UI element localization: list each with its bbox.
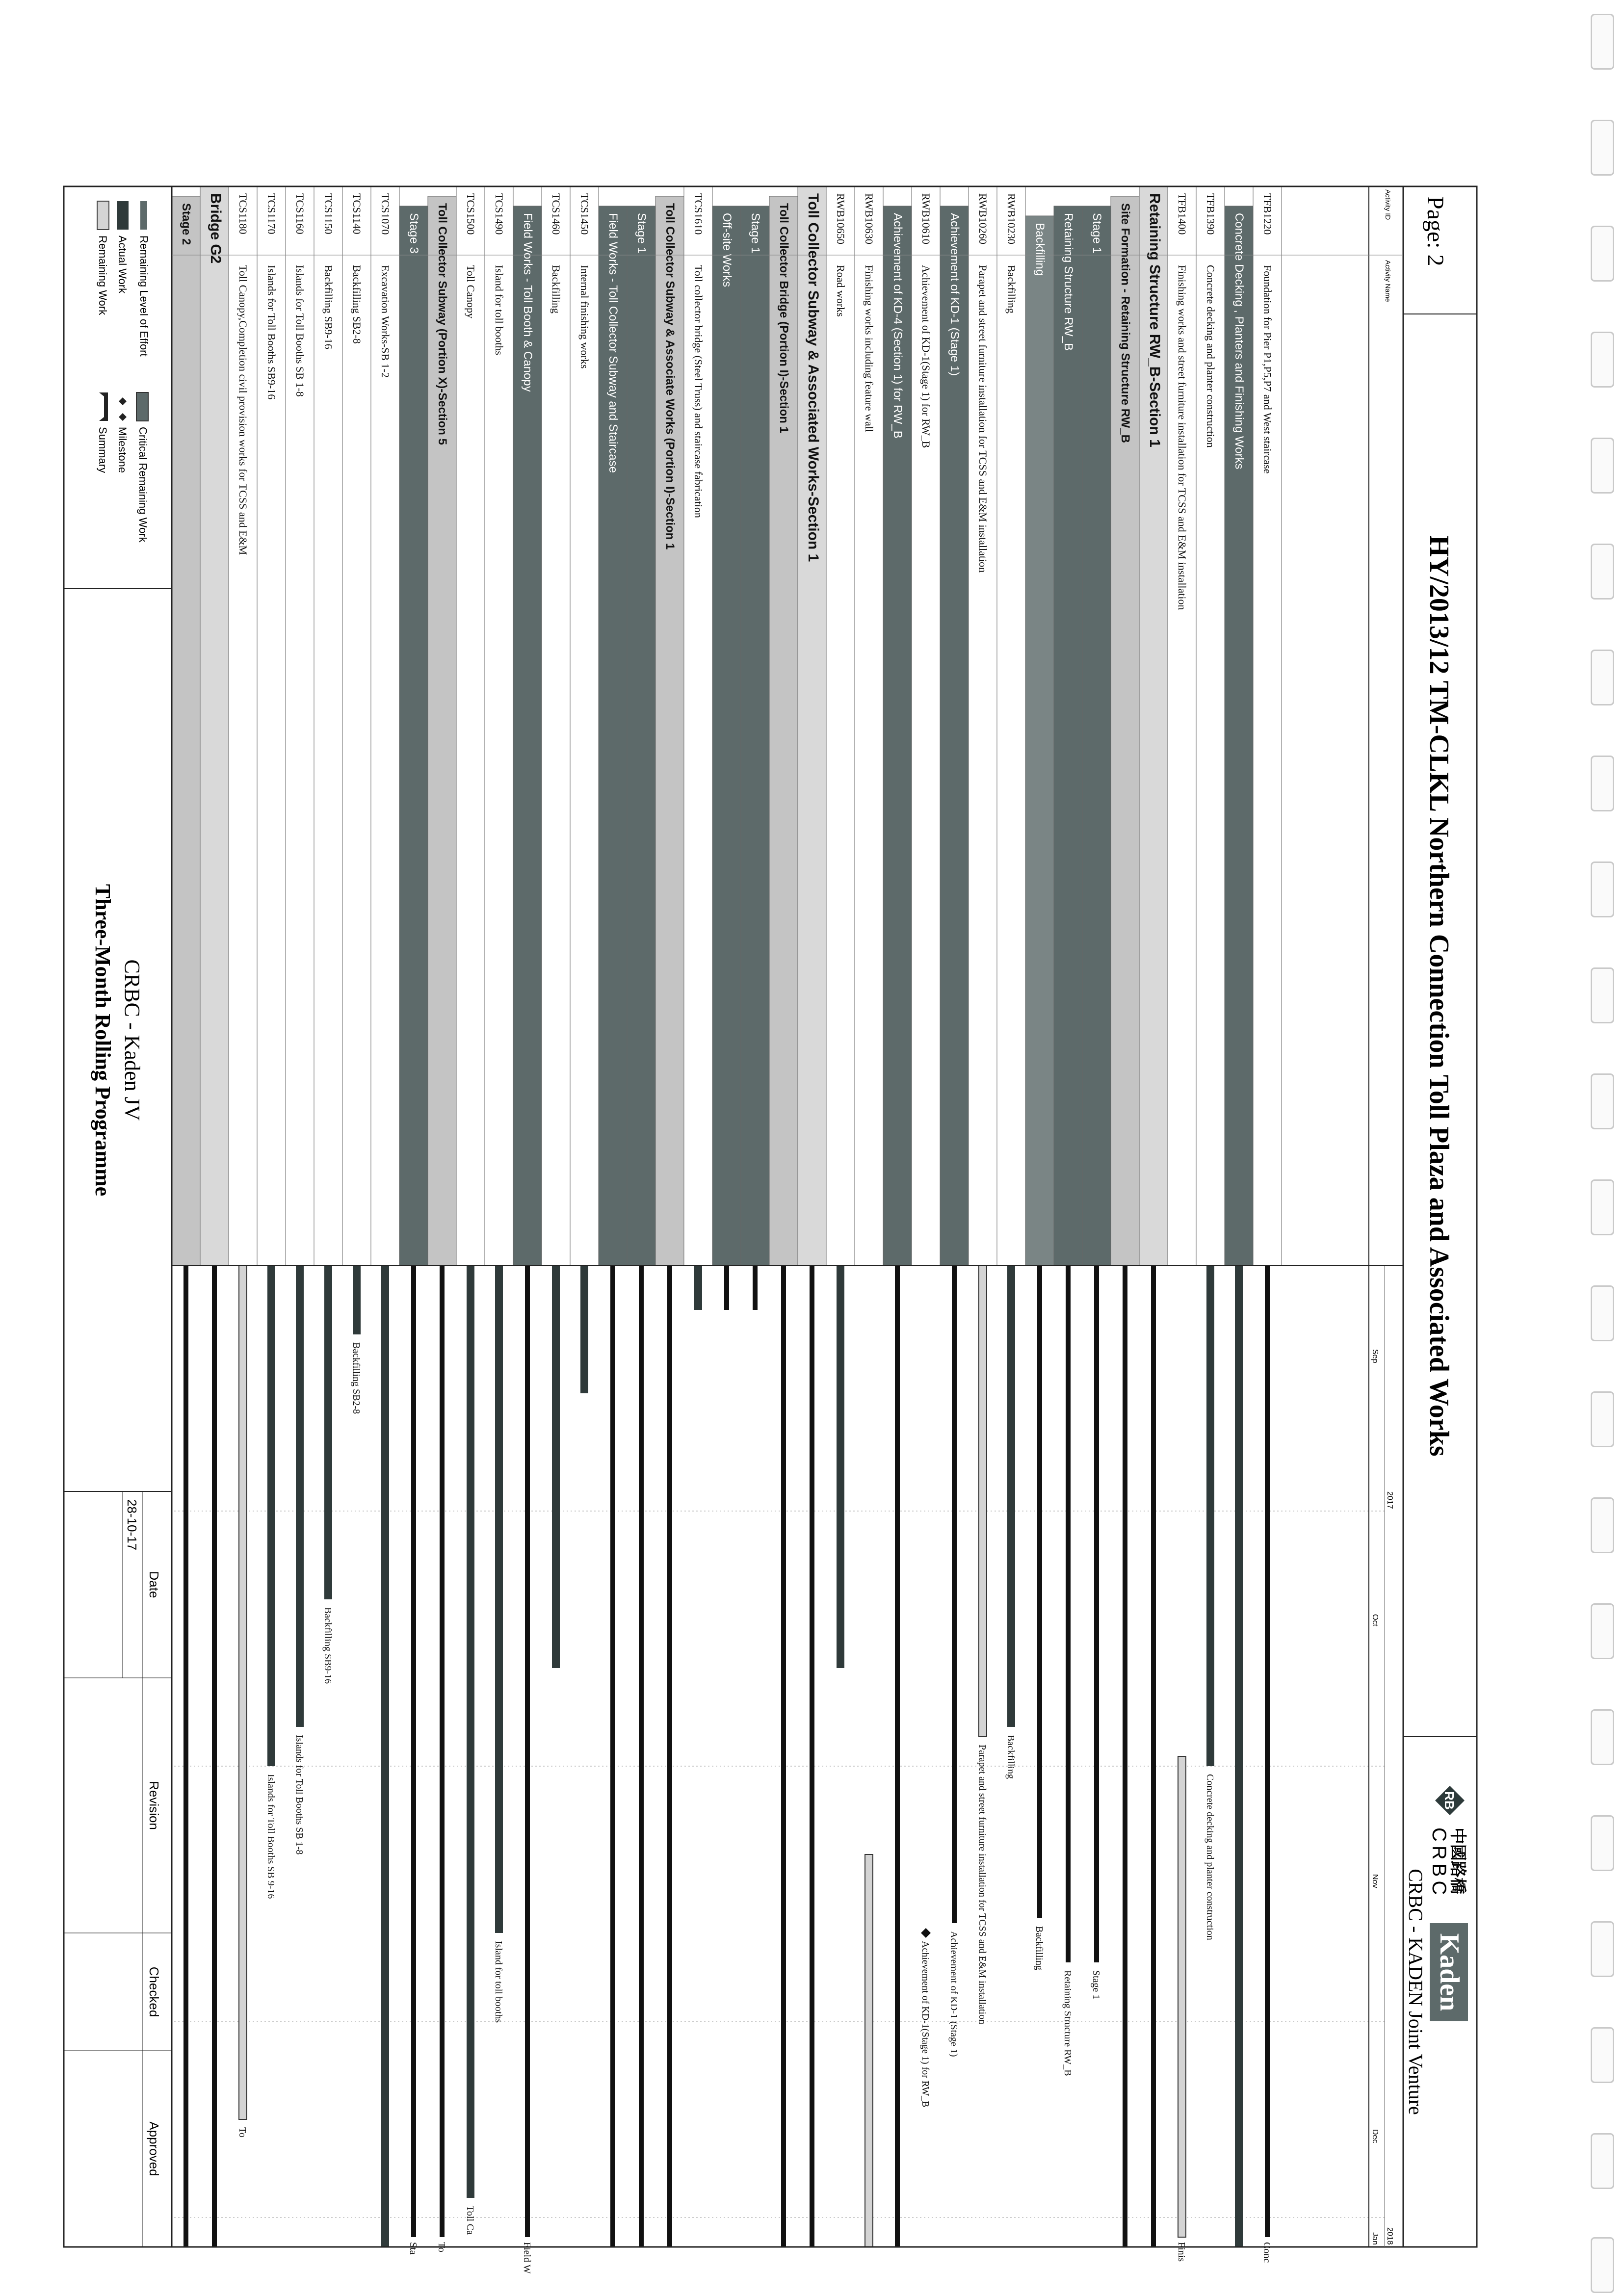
activity-id: TCS1160 — [294, 193, 307, 235]
activity-id: TFB1400 — [1176, 193, 1189, 235]
rb-logo-text: RB — [1442, 1791, 1457, 1810]
activity-id: RWB10260 — [977, 193, 990, 244]
footer-col-checked: Checked — [147, 1966, 161, 2017]
activity-name: Island for toll booths — [493, 265, 506, 355]
gantt-bar — [322, 1266, 333, 1684]
gantt-bar — [895, 1266, 900, 2247]
activity-id: TCS1070 — [379, 193, 392, 235]
gantt-bar — [351, 1266, 362, 1414]
table-row — [200, 186, 229, 1266]
legend-actual-work: Actual Work — [116, 235, 129, 294]
activity-name: Achievement of KD-4 (Section 1) for RW_B — [891, 213, 905, 439]
gantt-bar — [1034, 1266, 1045, 1970]
company-name-cn: 中國路橋 — [1448, 1827, 1467, 1894]
bar-label: Achievement of KD-1(Stage 1) for RW_B — [920, 1941, 931, 2108]
footer-date-value: 28-10-17 — [125, 1499, 139, 1551]
table-row — [428, 196, 456, 1266]
kaden-logo-text: Kaden — [1434, 1933, 1465, 2011]
gantt-bar — [1235, 1266, 1243, 2247]
activity-name: Finishing works including feature wall — [863, 265, 876, 432]
gantt-bar — [1176, 1756, 1187, 2262]
activity-name: Toll Canopy — [465, 265, 477, 319]
footer-jv: CRBC - Kaden JV — [120, 959, 144, 1121]
activity-id: RWB10650 — [835, 193, 847, 244]
bar-label: Concrete decking and planter construction — [1205, 1774, 1215, 1940]
table-row — [1168, 186, 1196, 1266]
year-2018: 2018 — [1386, 2227, 1394, 2245]
activity-name: Off-site Works — [720, 213, 734, 287]
gantt-bar — [1205, 1266, 1215, 1940]
bar-label: Field W — [522, 2242, 532, 2274]
gantt-bar — [865, 1854, 873, 2247]
activity-id: TCS1450 — [578, 193, 591, 235]
gantt-bar — [381, 1266, 389, 2247]
gantt-bar — [667, 1266, 672, 2247]
table-row — [1225, 206, 1253, 1266]
month-jan: Jan — [1371, 2232, 1379, 2245]
table-row — [485, 186, 513, 1266]
gantt-bar — [1091, 1266, 1101, 1999]
activity-id: TCS1610 — [692, 193, 705, 235]
bar-label: Retaining Structure RW_B — [1062, 1970, 1073, 2076]
table-row — [172, 196, 200, 1266]
table-row — [655, 196, 684, 1266]
gantt-bar — [183, 1266, 188, 2247]
bar-label: Conc — [1261, 2242, 1272, 2263]
activity-name: Backfilling — [550, 265, 563, 313]
gantt-bar — [212, 1266, 217, 2247]
legend-summary: Summary — [97, 427, 109, 473]
bar-label: Island for toll booths — [493, 1941, 504, 2023]
activity-id: TCS1140 — [351, 193, 364, 235]
table-row — [1082, 206, 1111, 1266]
footer-col-date: Date — [147, 1571, 161, 1598]
activity-id: TCS1490 — [493, 193, 506, 235]
activity-name: Achievement of KD-1 (Stage 1) — [948, 213, 962, 376]
activity-name: Toll Collector Subway (Portion X)-Section 5 — [436, 203, 449, 445]
activity-name: Backfilling — [1005, 265, 1018, 313]
activity-name: Parapet and street furniture installation for TCSS and E&M installation — [977, 265, 990, 573]
activity-name: Backfilling SB9-16 — [322, 265, 335, 349]
summary-icon — [99, 392, 108, 421]
activity-id: TCS1500 — [465, 193, 477, 235]
gantt-bar — [237, 1266, 248, 2138]
month-sep: Sep — [1371, 1349, 1379, 1363]
legend-remaining-effort: Remaining Level of Effort — [138, 235, 150, 357]
bar-label: To — [436, 2242, 447, 2252]
gantt-bar — [781, 1266, 786, 2247]
bar-label: Parapet and street furniture installation for TCSS and E&M installation — [977, 1745, 988, 2025]
gantt-bar — [1062, 1266, 1073, 2076]
activity-name: Field Works - Toll Collector Subway and Staircase — [606, 213, 620, 473]
gantt-bar — [493, 1266, 504, 2023]
gantt-bar — [265, 1266, 276, 1899]
gantt-bar — [1123, 1266, 1127, 2247]
legend-swatch-actual — [117, 201, 129, 230]
project-title: HY/2013/12 TM-CLKL Northern Connection Toll Plaza and Associated Works — [1424, 535, 1454, 1457]
activity-id: RWB10230 — [1005, 193, 1018, 244]
milestone-icon — [119, 397, 127, 405]
activity-id: TCS1460 — [550, 193, 563, 235]
bar-label: Stage 1 — [1091, 1970, 1101, 2000]
table-row — [513, 206, 542, 1266]
month-oct: Oct — [1371, 1614, 1379, 1626]
bar-label: Islands for Toll Booths SB 9-16 — [265, 1774, 276, 1899]
footer-col-approved: Approved — [147, 2121, 161, 2176]
table-row — [286, 186, 314, 1266]
table-row — [1139, 186, 1168, 1266]
month-dec: Dec — [1371, 2129, 1379, 2143]
activity-id: TCS1180 — [237, 193, 250, 235]
bar-label: Backfilling — [1005, 1735, 1016, 1779]
gantt-bar — [294, 1266, 305, 1854]
gantt-bar — [552, 1266, 560, 1668]
activity-name: Retaining Structure RW_B-Section 1 — [1147, 193, 1163, 447]
gantt-bar — [639, 1266, 644, 2247]
gantt-bar — [920, 1928, 931, 2107]
table-row — [1253, 186, 1282, 1266]
activity-name: Site Formation - Retaining Structure RW_B — [1119, 203, 1132, 443]
activity-id: TFB1390 — [1205, 193, 1217, 235]
legend-critical-remaining: Critical Remaining Work — [137, 427, 149, 543]
table-row — [399, 206, 428, 1266]
gantt-bar — [724, 1266, 729, 1310]
gantt-bar — [948, 1266, 959, 2057]
activity-name: Field Works - Toll Booth & Canopy — [521, 213, 535, 392]
table-row — [712, 206, 741, 1266]
table-row — [684, 186, 712, 1266]
bar-label: Sta — [408, 2242, 419, 2255]
table-row — [741, 206, 769, 1266]
activity-name: Foundation for Pier P1,P5,P7 and West staircase — [1261, 265, 1274, 474]
gantt-bar — [1261, 1266, 1272, 2263]
gantt-bar — [436, 1266, 447, 2252]
gantt-bar — [977, 1266, 988, 2024]
bar-label: Finis — [1176, 2242, 1187, 2262]
table-row — [627, 206, 655, 1266]
table-row — [1054, 206, 1082, 1266]
activity-name: Road works — [835, 265, 847, 317]
year-2017: 2017 — [1386, 1491, 1394, 1509]
rb-logo — [1435, 1786, 1465, 1815]
bar-label: Islands for Toll Booths SB 1-8 — [294, 1735, 305, 1855]
activity-id: TCS1150 — [322, 193, 335, 235]
legend-remaining-work: Remaining Work — [97, 235, 109, 315]
table-row — [599, 206, 627, 1266]
col-header-activity-name: Activity Name — [1384, 260, 1392, 302]
legend-swatch-critical — [136, 392, 148, 421]
activity-name: Bridge G2 — [208, 193, 224, 264]
activity-name: Stage 1 — [1090, 213, 1104, 254]
table-row — [798, 186, 826, 1266]
table-row — [542, 186, 570, 1266]
activity-name: Excavation Works-SB 1-2 — [379, 265, 392, 378]
activity-id: RWB10610 — [920, 193, 933, 244]
gantt-bar — [753, 1266, 758, 1310]
activity-name: Retaining Structure RW_B — [1062, 213, 1075, 351]
jv-name: CRBC - KADEN Joint Venture — [1405, 1869, 1427, 2115]
activity-name: Concrete Decking , Planters and Finishing Works — [1232, 213, 1246, 470]
company-name-short: CRBC — [1428, 1827, 1450, 1899]
table-row — [855, 186, 883, 1266]
table-row — [969, 186, 997, 1266]
footer-programme: Three-Month Rolling Programme — [91, 884, 115, 1197]
activity-name: Toll Collector Bridge (Portion I)-Section 1 — [777, 203, 791, 433]
activity-name: Stage 2 — [180, 203, 193, 245]
legend-milestone: Milestone — [116, 427, 129, 473]
activity-name: Backfilling SB2-8 — [351, 265, 364, 344]
activity-name: Concrete decking and planter construction — [1205, 265, 1217, 448]
bar-label: Backfilling SB9-16 — [322, 1607, 333, 1684]
legend-swatch-remaining — [97, 201, 109, 230]
activity-name: Toll Collector Subway & Associate Works (Portion I)-Section 1 — [663, 203, 677, 550]
table-row — [456, 186, 485, 1266]
activity-name: Toll collector bridge (Steel Truss) and staircase fabrication — [692, 265, 705, 518]
activity-name: Islands for Toll Booths SB9-16 — [265, 265, 278, 400]
gantt-bar — [1005, 1266, 1016, 1779]
table-row — [912, 186, 940, 1266]
page-label: Page: 2 — [1422, 196, 1448, 266]
activity-id: TCS1170 — [265, 193, 278, 235]
milestone-icon — [119, 413, 127, 421]
col-header-activity-id: Activity ID — [1384, 189, 1392, 220]
activity-name: Backfilling — [1033, 223, 1047, 276]
activity-name: Toll Collector Subway & Associated Works-Section 1 — [805, 193, 822, 562]
gantt-bar — [1151, 1266, 1156, 2247]
gantt-bar — [522, 1266, 532, 2274]
activity-name: Finishing works and street furniture installation for TCSS and E&M installation — [1176, 265, 1189, 610]
legend — [97, 201, 150, 543]
gantt-bar — [408, 1266, 419, 2255]
table-row — [883, 206, 912, 1266]
table-row — [257, 186, 286, 1266]
table-row — [940, 206, 969, 1266]
bar-label: Backfilling — [1034, 1926, 1045, 1970]
gantt-bar — [694, 1266, 702, 1310]
activity-name: Toll Canopy,Completion civil provision works for TCSS and E&M — [237, 265, 250, 555]
table-row — [371, 186, 399, 1266]
activity-name: Internal finishing works — [578, 265, 591, 369]
table-row — [570, 186, 599, 1266]
table-row — [314, 186, 342, 1266]
activity-id: TFB1220 — [1261, 193, 1274, 235]
gantt-bar — [465, 1266, 475, 2235]
legend-swatch-effort — [140, 201, 147, 230]
month-nov: Nov — [1371, 1874, 1379, 1888]
activity-name: Achievement of KD-1(Stage 1) for RW_B — [920, 265, 933, 448]
table-row — [1111, 196, 1139, 1266]
table-row — [229, 186, 257, 1266]
activity-name: Stage 1 — [635, 213, 649, 254]
table-row — [1196, 186, 1225, 1266]
footer-col-revision: Revision — [147, 1781, 161, 1830]
activity-name: Stage 1 — [749, 213, 762, 254]
bar-label: Achievement of KD-1 (Stage 1) — [948, 1931, 959, 2057]
activity-name: Stage 3 — [407, 213, 421, 254]
activity-name: Islands for Toll Booths SB 1-8 — [294, 265, 307, 397]
gantt-bar — [580, 1266, 588, 1393]
bar-label: To — [237, 2127, 248, 2138]
gantt-bar — [610, 1266, 615, 2247]
table-row — [769, 196, 798, 1266]
gantt-bar — [837, 1266, 844, 1668]
table-row — [1025, 216, 1054, 1266]
table-row — [997, 186, 1025, 1266]
activity-id: RWB10630 — [863, 193, 876, 244]
gantt-bar — [810, 1266, 814, 2247]
table-row — [342, 186, 371, 1266]
table-row — [826, 186, 855, 1266]
bar-label: Toll Ca — [465, 2206, 475, 2235]
bar-label: Backfilling SB2-8 — [351, 1342, 362, 1414]
